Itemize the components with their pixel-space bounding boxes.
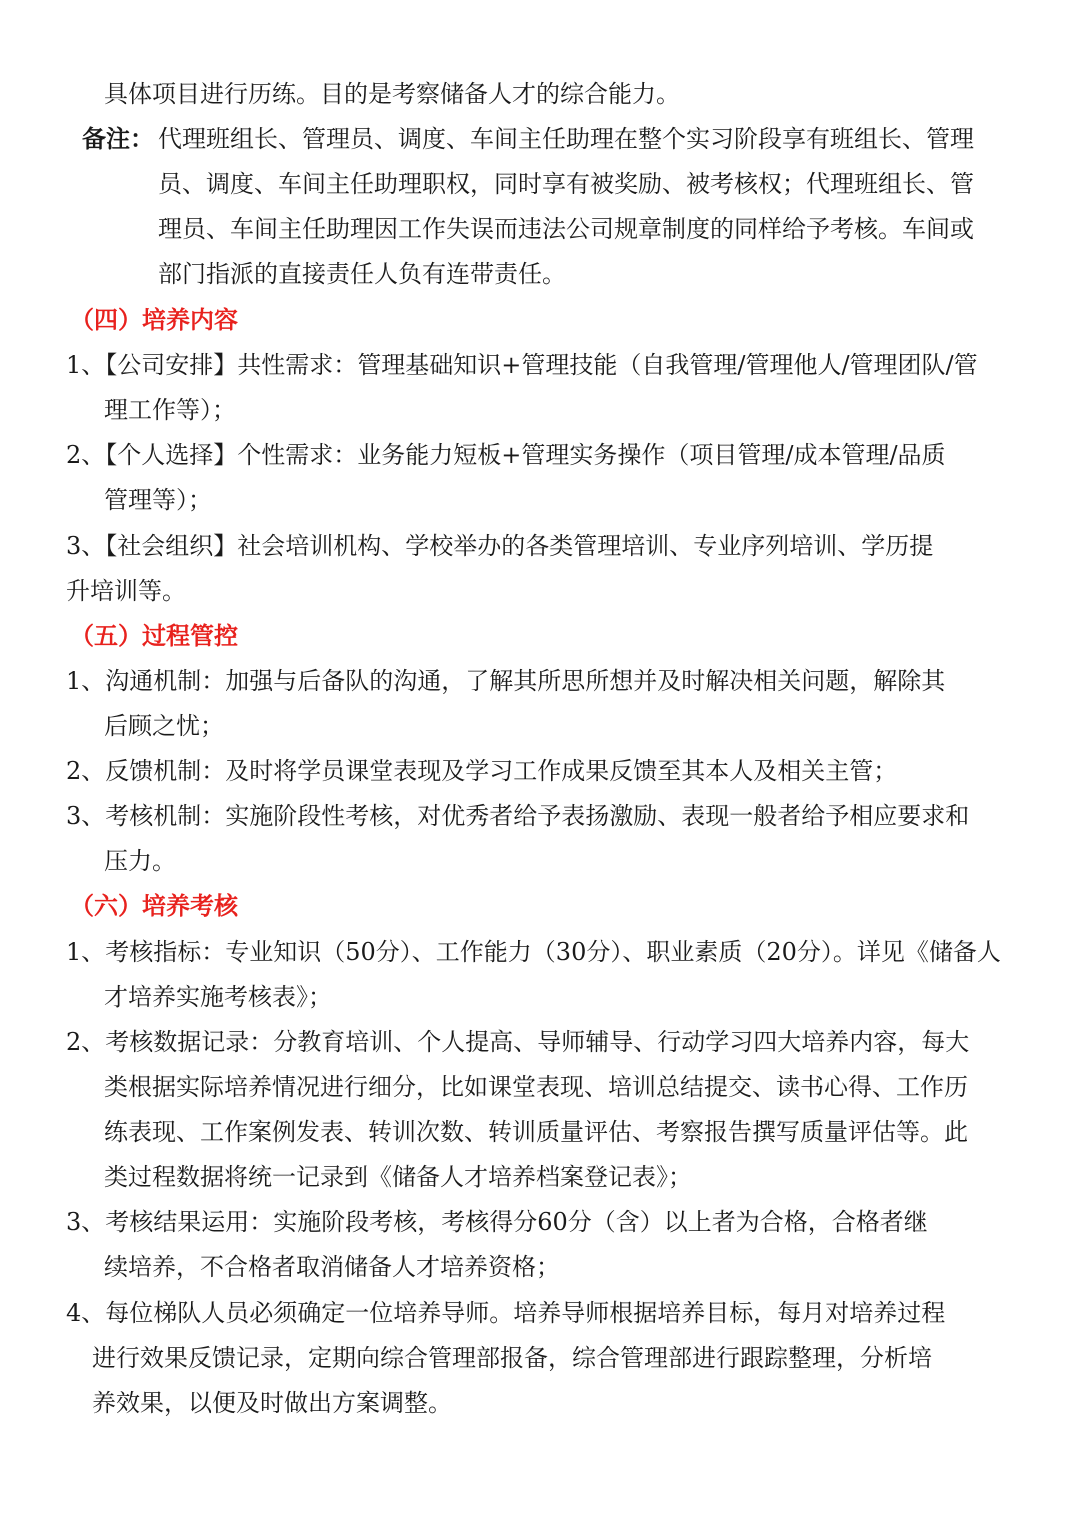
note-line: 员、调度、车间主任助理职权，同时享有被奖励、被考核权；代理班组长、管 [158,170,974,198]
note-line: 部门指派的直接责任人负有连带责任。 [158,260,566,288]
list-item-continuation: 练表现、工作案例发表、转训次数、转训质量评估、考察报告撰写质量评估等。此 [104,1118,968,1146]
intro-line: 具体项目进行历练。目的是考察储备人才的综合能力。 [104,80,680,108]
list-item: 1、【公司安排】共性需求：管理基础知识+管理技能（自我管理/管理他人/管理团队/管 [66,351,978,379]
list-item-continuation: 管理等）； [104,486,212,514]
list-item-continuation: 进行效果反馈记录，定期向综合管理部报备，综合管理部进行跟踪整理，分析培 [92,1344,932,1372]
list-item: 2、反馈机制：及时将学员课堂表现及学习工作成果反馈至其本人及相关主管； [66,757,898,785]
list-item-continuation: 理工作等）； [104,396,236,424]
list-item: 3、考核结果运用：实施阶段考核，考核得分60分（含）以上者为合格，合格者继 [66,1208,928,1236]
list-item-continuation: 续培养，不合格者取消储备人才培养资格； [104,1253,560,1281]
list-item-continuation: 类根据实际培养情况进行细分，比如课堂表现、培训总结提交、读书心得、工作历 [104,1073,968,1101]
list-item-continuation: 升培训等。 [66,577,186,605]
list-item-continuation: 后顾之忧； [104,712,224,740]
section-heading: （四）培养内容 [70,306,238,334]
list-item: 2、考核数据记录：分教育培训、个人提高、导师辅导、行动学习四大培养内容，每大 [66,1028,970,1056]
list-item: 3、【社会组织】社会培训机构、学校举办的各类管理培训、专业序列培训、学历提 [66,532,934,560]
list-item: 1、沟通机制：加强与后备队的沟通，了解其所思所想并及时解决相关问题，解除其 [66,667,946,695]
section-heading: （六）培养考核 [70,892,238,920]
list-item-continuation: 压力。 [104,847,176,875]
note-line: 代理班组长、管理员、调度、车间主任助理在整个实习阶段享有班组长、管理 [158,125,974,153]
list-item: 1、考核指标：专业知识（50分）、工作能力（30分）、职业素质（20分）。详见《储备人 [66,938,1001,966]
list-item-continuation: 才培养实施考核表》； [104,983,332,1011]
list-item: 4、每位梯队人员必须确定一位培养导师。培养导师根据培养目标，每月对培养过程 [66,1299,946,1327]
note-label: 备注： [82,125,154,153]
note-line: 理员、车间主任助理因工作失误而违法公司规章制度的同样给予考核。车间或 [158,215,974,243]
list-item-continuation: 养效果，以便及时做出方案调整。 [92,1389,452,1417]
list-item-continuation: 类过程数据将统一记录到《储备人才培养档案登记表》； [104,1163,692,1191]
section-heading: （五）过程管控 [70,622,238,650]
list-item: 2、【个人选择】个性需求：业务能力短板+管理实务操作（项目管理/成本管理/品质 [66,441,946,469]
list-item: 3、考核机制：实施阶段性考核，对优秀者给予表扬激励、表现一般者给予相应要求和 [66,802,970,830]
